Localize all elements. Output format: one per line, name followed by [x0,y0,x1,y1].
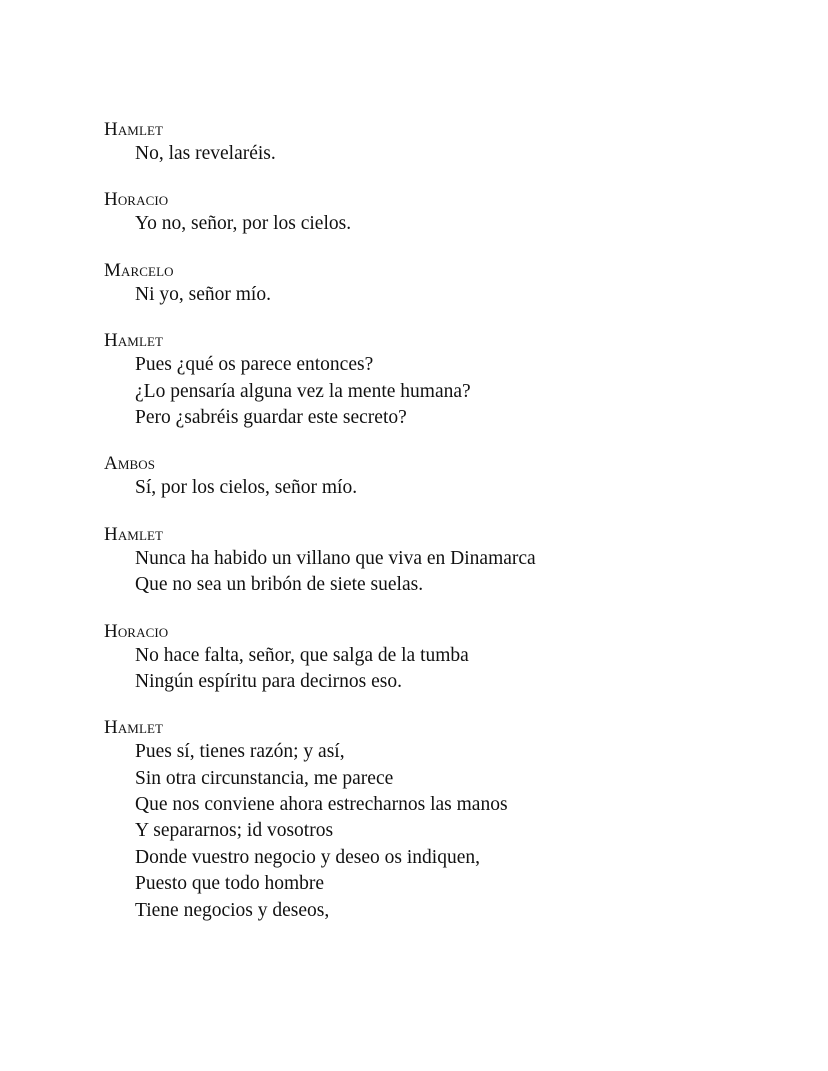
verse-line: Tiene negocios y deseos, [135,899,330,921]
speaker-name: Hamlet [104,119,164,140]
speech-lines [104,211,744,237]
verse-line: Pues ¿qué os parece entonces? [135,354,374,376]
speaker-name: Marcelo [104,259,174,281]
speech-block [104,189,744,237]
verse-line: ¿Lo pensaría alguna vez la mente humana? [135,380,471,402]
play-page [104,119,744,946]
speaker-name: Hamlet [104,717,164,739]
verse-line: Que no sea un bribón de siete suelas. [135,574,424,596]
speech-block [104,330,744,431]
verse-line: Nunca ha habido un villano que viva en Dinamarca [135,547,536,569]
verse-line: Donde vuestro negocio y deseo os indiquen, [135,846,480,868]
verse-line: Que nos conviene ahora estrecharnos las manos [135,794,508,816]
speech-lines [104,352,744,431]
speech-block [104,524,744,599]
speaker-name: Horacio [104,189,169,211]
verse-line: Y separarnos; id vosotros [135,820,334,842]
speech-block [104,453,744,501]
speech-block [104,717,744,924]
verse-line: Ni yo, señor mío. [135,283,271,305]
speech-block [104,260,744,308]
verse-line: Puesto que todo hombre [135,873,325,895]
verse-line: Ningún espíritu para decirnos eso. [135,670,402,692]
verse-line: Sí, por los cielos, señor mío. [135,477,358,499]
speech-lines [104,546,744,599]
verse-line: Pero ¿sabréis guardar este secreto? [135,406,407,428]
speech-lines [104,141,744,167]
speaker-name: Ambos [104,453,156,475]
speaker-name: Horacio [104,620,169,642]
speech-lines [104,643,744,696]
verse-line: No hace falta, señor, que salga de la tumba [135,644,469,666]
speech-lines [104,475,744,501]
speech-lines [104,282,744,308]
speaker-name: Hamlet [104,523,164,545]
speaker-name: Hamlet [104,330,164,352]
verse-line: No, las revelaréis. [135,143,276,164]
verse-line: Pues sí, tienes razón; y así, [135,741,345,763]
speech-lines [104,739,744,924]
verse-line: Sin otra circunstancia, me parece [135,767,394,789]
speech-block [104,621,744,696]
verse-line: Yo no, señor, por los cielos. [135,213,352,235]
speech-block [104,119,744,167]
